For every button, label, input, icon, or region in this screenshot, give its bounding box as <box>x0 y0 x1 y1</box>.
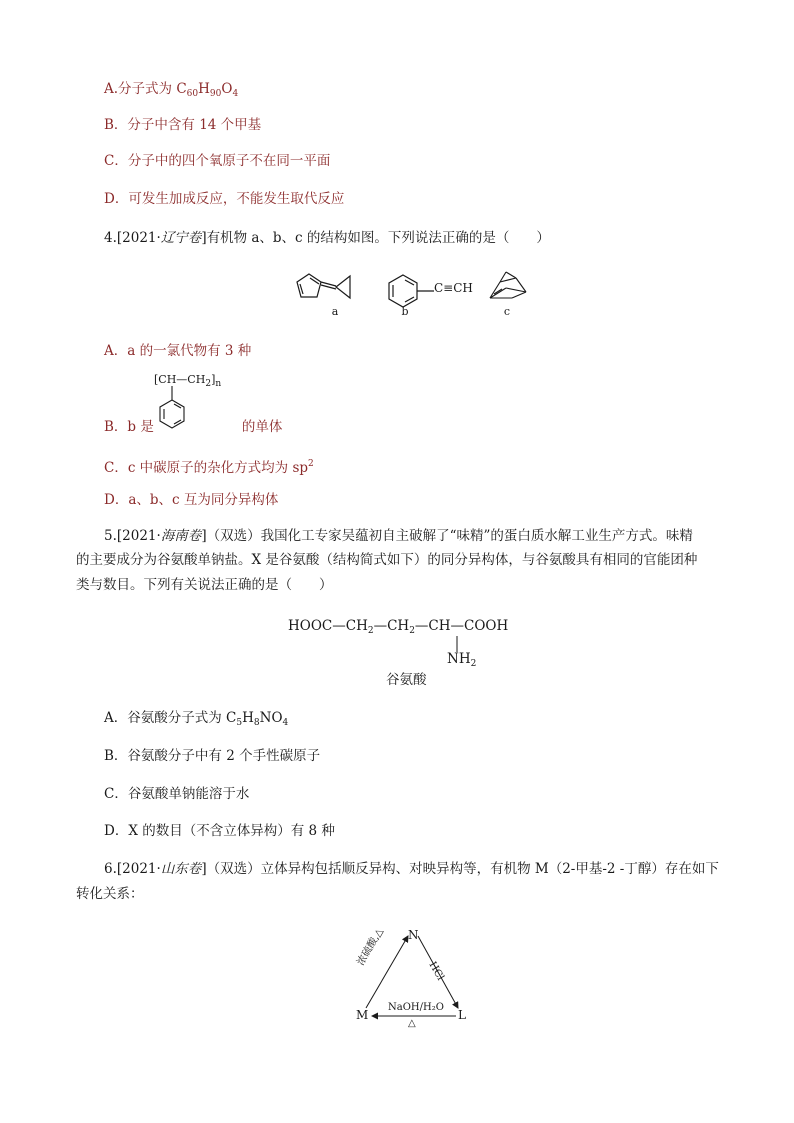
structure-b <box>386 272 436 308</box>
polymer-formula: $[CH—CH_2]_n$ <box>154 373 222 389</box>
q4-option-a: A．a 的一氯代物有 3 种 <box>104 343 252 359</box>
q3-option-a: A.分子式为 $C_{60}H_{90}O_4$ <box>104 81 239 99</box>
q5-option-a: A．谷氨酸分子式为 $C_5H_8NO_4$ <box>104 710 289 728</box>
q5-option-c: C．谷氨酸单钠能溶于水 <box>104 786 250 802</box>
q6-stem-line2: 转化关系： <box>76 886 144 902</box>
node-n: N <box>408 928 419 942</box>
amino-bond <box>455 636 459 652</box>
amino-group: $NH_2$ <box>447 651 477 669</box>
q4-option-b: B．b 是 的单体 <box>104 419 283 435</box>
q3-option-c: C．分子中的四个氧原子不在同一平面 <box>104 153 331 169</box>
edge-label-lm-bottom: △ <box>408 1018 416 1029</box>
q3-option-b: B．分子中含有 14 个甲基 <box>104 117 262 133</box>
q5-option-d: D．X 的数目（不含立体异构）有 8 种 <box>104 823 335 839</box>
q5-stem-line2: 的主要成分为谷氨酸单钠盐。X 是谷氨酸（结构简式如下）的同分异构体，与谷氨酸具有相同的官能团种 <box>76 552 698 568</box>
node-l: L <box>458 1008 466 1022</box>
q5-stem-line1: 5.[2021·海南卷]（双选）我国化工专家吴蕴初自主破解了“味精”的蛋白质水解工业生产方式。味精 <box>104 528 693 544</box>
q5-stem-line3: 类与数目。下列有关说法正确的是（ ） <box>76 577 333 593</box>
edge-label-lm-top: NaOH/H₂O <box>388 1002 444 1013</box>
glutamic-acid-name: 谷氨酸 <box>386 672 427 688</box>
q6-stem-line1: 6.[2021·山东卷]（双选）立体异构包括顺反异构、对映异构等，有机物 M（2-甲基-2 -丁醇）存在如下 <box>104 861 719 877</box>
structure-a <box>292 268 356 308</box>
q5-option-b: B．谷氨酸分子中有 2 个手性碳原子 <box>104 748 321 764</box>
label-c: c <box>503 305 511 318</box>
q4-option-c: C．c 中碳原子的杂化方式均为 $sp^2$ <box>104 459 314 476</box>
label-b: b <box>401 305 409 318</box>
b-alkyne-group: C≡CH <box>434 281 473 295</box>
q4-stem: 4.[2021·辽宁卷]有机物 a、b、c 的结构如图。下列说法正确的是（ ） <box>104 230 550 246</box>
glutamic-acid-formula: $HOOC—CH_2—CH_2—CH—COOH$ <box>288 618 509 636</box>
q4-option-d: D．a、b、c 互为同分异构体 <box>104 492 279 508</box>
label-a: a <box>331 305 339 318</box>
edge-label-mn: 浓硫酸,△ <box>355 926 386 968</box>
node-m: M <box>356 1008 369 1022</box>
q3-option-d: D．可发生加成反应，不能发生取代反应 <box>104 191 345 207</box>
structure-c <box>486 268 532 304</box>
edge-label-nl: HCl <box>426 960 446 983</box>
